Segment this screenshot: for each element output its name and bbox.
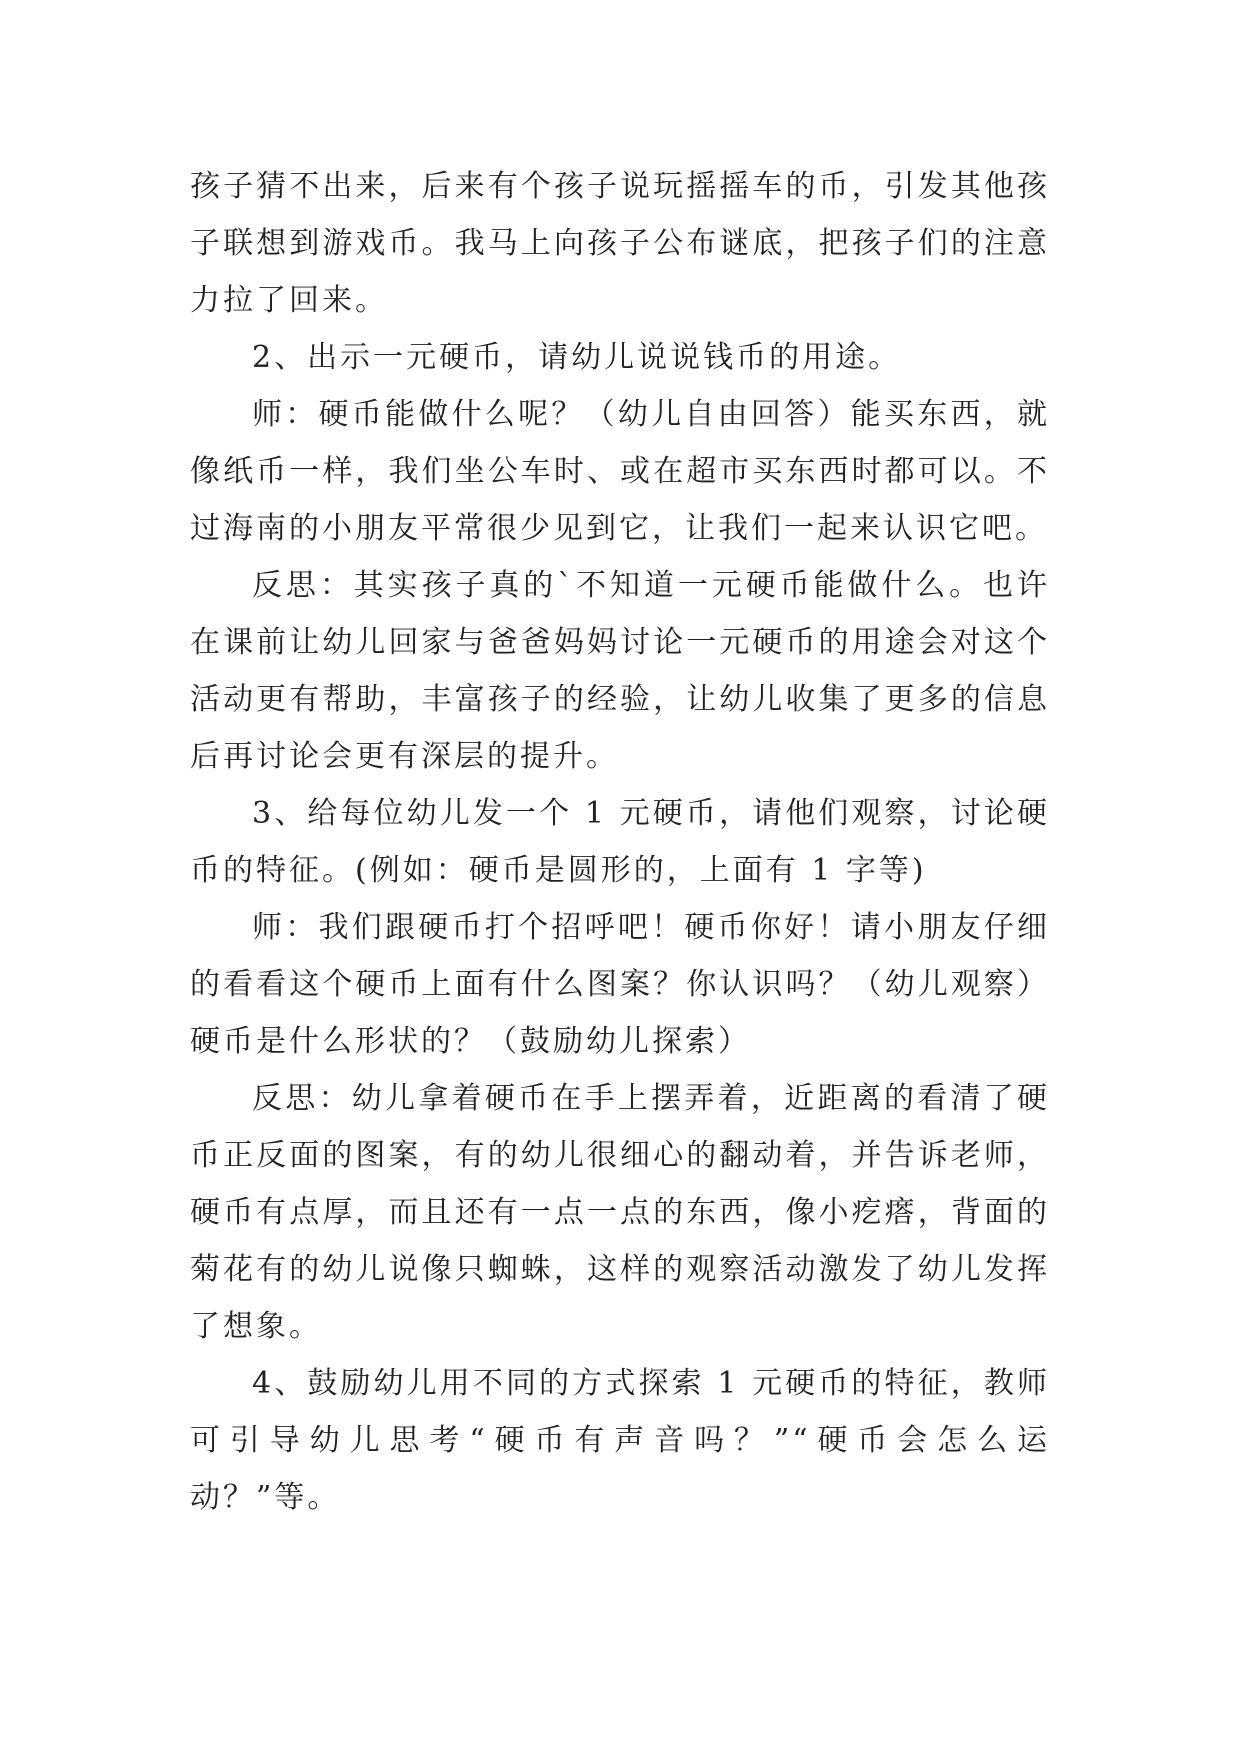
paragraph: 孩子猜不出来，后来有个孩子说玩摇摇车的币，引发其他孩子联想到游戏币。我马上向孩子公布谜底，把孩子们的注意力拉了回来。 bbox=[190, 169, 1050, 318]
paragraph: 4、鼓励幼儿用不同的方式探索 1 元硬币的特征，教师可引导幼儿思考“硬币有声音吗？”“硬币会怎么运动？”等。 bbox=[190, 1366, 1050, 1515]
paragraph: 师：硬币能做什么呢？（幼儿自由回答）能买东西，就像纸币一样，我们坐公车时、或在超市买东西时都可以。不过海南的小朋友平常很少见到它，让我们一起来认识它吧。 bbox=[190, 397, 1050, 546]
paragraph: 反思：其实孩子真的`不知道一元硬币能做什么。也许在课前让幼儿回家与爸爸妈妈讨论一元硬币的用途会对这个活动更有帮助，丰富孩子的经验，让幼儿收集了更多的信息后再讨论会更有深层的提升。 bbox=[190, 568, 1050, 774]
paragraph: 2、出示一元硬币，请幼儿说说钱币的用途。 bbox=[252, 340, 902, 375]
paragraph: 3、给每位幼儿发一个 1 元硬币，请他们观察，讨论硬币的特征。(例如：硬币是圆形的，上面有 1 字等) bbox=[190, 796, 1050, 888]
document-body bbox=[190, 158, 1050, 1526]
paragraph: 反思：幼儿拿着硬币在手上摆弄着，近距离的看清了硬币正反面的图案，有的幼儿很细心的翻动着，并告诉老师，硬币有点厚，而且还有一点一点的东西，像小疙瘩，背面的菊花有的幼儿说像只蜘蛛，这样的观察活动激发了幼儿发挥了想象。 bbox=[190, 1081, 1050, 1344]
paragraph: 师：我们跟硬币打个招呼吧！硬币你好！请小朋友仔细的看看这个硬币上面有什么图案？你认识吗？（幼儿观察）硬币是什么形状的？（鼓励幼儿探索） bbox=[190, 910, 1050, 1059]
